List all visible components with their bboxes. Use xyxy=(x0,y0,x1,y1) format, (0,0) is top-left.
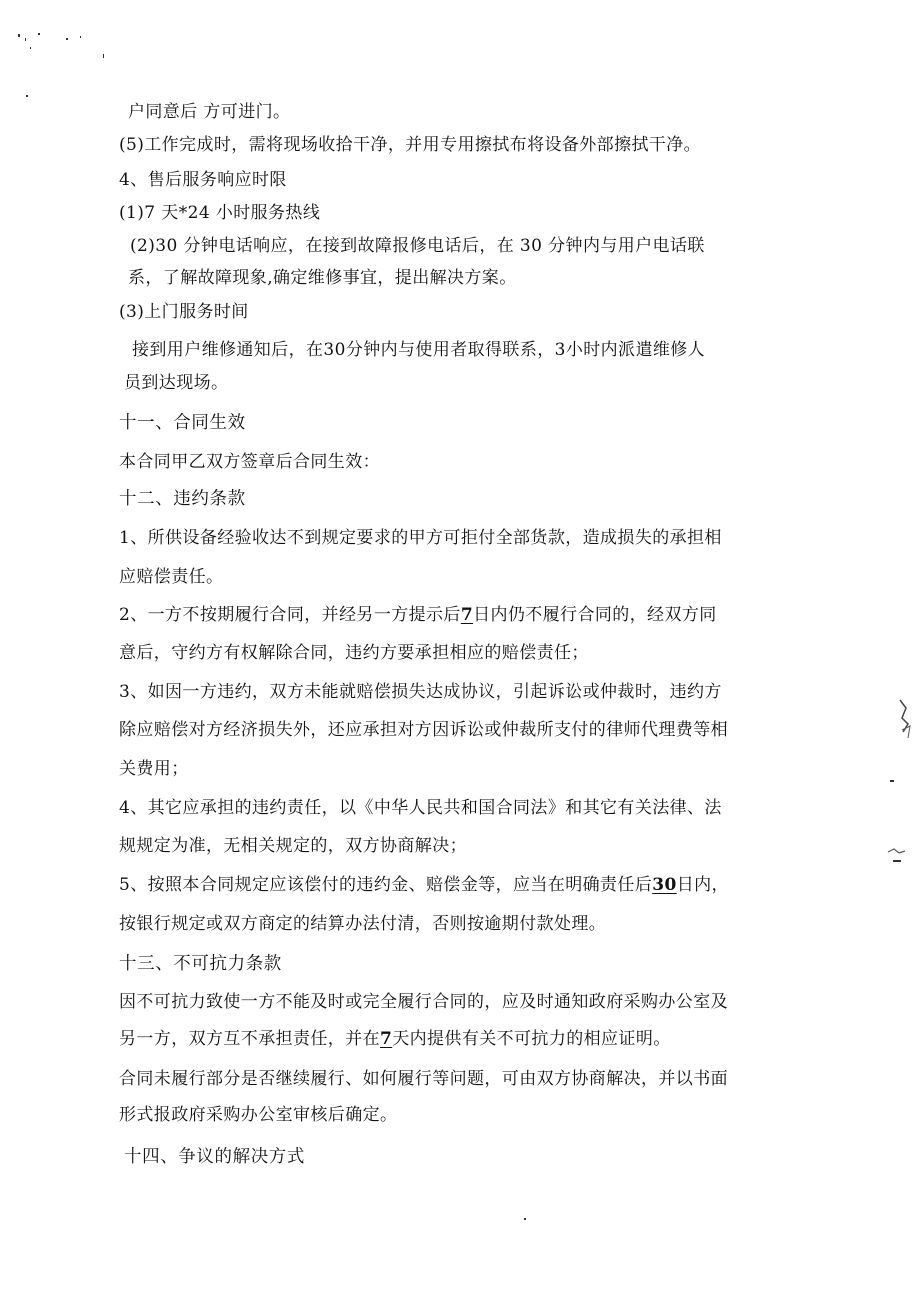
text-line: (1)7 天*24 小时服务热线 xyxy=(119,203,321,223)
section-heading: 十四、争议的解决方式 xyxy=(124,1147,305,1167)
underlined-number: 7 xyxy=(380,1029,393,1049)
text-run: 另一方，双方互不承担责任，并在 xyxy=(119,1029,380,1049)
text-line: 形式报政府采购办公室审核后确定。 xyxy=(119,1105,398,1125)
text-line xyxy=(119,604,717,626)
text-line: 本合同甲乙双方签章后合同生效： xyxy=(119,452,380,472)
text-line: 因不可抗力致使一方不能及时或完全履行合同的，应及时通知政府采购办公室及 xyxy=(119,992,728,1012)
text-line: 关费用； xyxy=(119,759,189,779)
text-line: 3、如因一方违约，双方未能就赔偿损失达成协议，引起诉讼或仲裁时，违约方 xyxy=(119,682,722,702)
underlined-number: 30 xyxy=(652,875,677,895)
text-run: 日内仍不履行合同的，经双方同 xyxy=(473,605,717,625)
text-run: 日内， xyxy=(676,875,729,895)
underlined-number: 7 xyxy=(460,605,474,625)
section-heading: 十二、违约条款 xyxy=(119,489,246,509)
text-line xyxy=(119,874,729,896)
text-line: 1、所供设备经验收达不到规定要求的甲方可拒付全部货款，造成损失的承担相 xyxy=(119,528,722,548)
text-run: 天内提供有关不可抗力的相应证明。 xyxy=(392,1029,671,1049)
text-line xyxy=(119,1028,671,1050)
text-line: 户同意后 方可进门。 xyxy=(128,102,291,122)
section-heading: 十一、合同生效 xyxy=(119,413,246,433)
text-line: 员到达现场。 xyxy=(124,373,229,393)
text-line: (5)工作完成时，需将现场收拾干净，并用专用擦拭布将设备外部擦拭干净。 xyxy=(119,135,702,155)
text-line: 4、其它应承担的违约责任，以《中华人民共和国合同法》和其它有关法律、法 xyxy=(119,798,722,818)
text-line: 4、售后服务响应时限 xyxy=(119,170,287,190)
text-line: 接到用户维修通知后，在30分钟内与使用者取得联系，3小时内派遣维修人 xyxy=(132,340,706,360)
text-line: 规规定为准，无相关规定的，双方协商解决； xyxy=(119,836,467,856)
text-line: 按银行规定或双方商定的结算办法付清，否则按逾期付款处理。 xyxy=(119,914,607,934)
text-run: 2、一方不按期履行合同，并经另一方提示后 xyxy=(119,605,461,625)
text-line: 除应赔偿对方经济损失外，还应承担对方因诉讼或仲裁所支付的律师代理费等相 xyxy=(119,720,728,740)
text-line: 应赔偿责任。 xyxy=(119,567,224,587)
section-heading: 十三、不可抗力条款 xyxy=(119,954,282,974)
text-run: 5、按照本合同规定应该偿付的违约金、赔偿金等，应当在明确责任后 xyxy=(119,875,653,895)
text-line: (3)上门服务时间 xyxy=(119,302,249,322)
text-line: 意后，守约方有权解除合同，违约方要承担相应的赔偿责任； xyxy=(119,643,589,663)
text-line: 系，了解故障现象,确定维修事宜，提出解决方案。 xyxy=(128,268,517,288)
text-line: (2)30 分钟电话响应，在接到故障报修电话后，在 30 分钟内与用户电话联 xyxy=(130,236,705,256)
text-line: 合同未履行部分是否继续履行、如何履行等问题，可由双方协商解决，并以书面 xyxy=(119,1069,728,1089)
